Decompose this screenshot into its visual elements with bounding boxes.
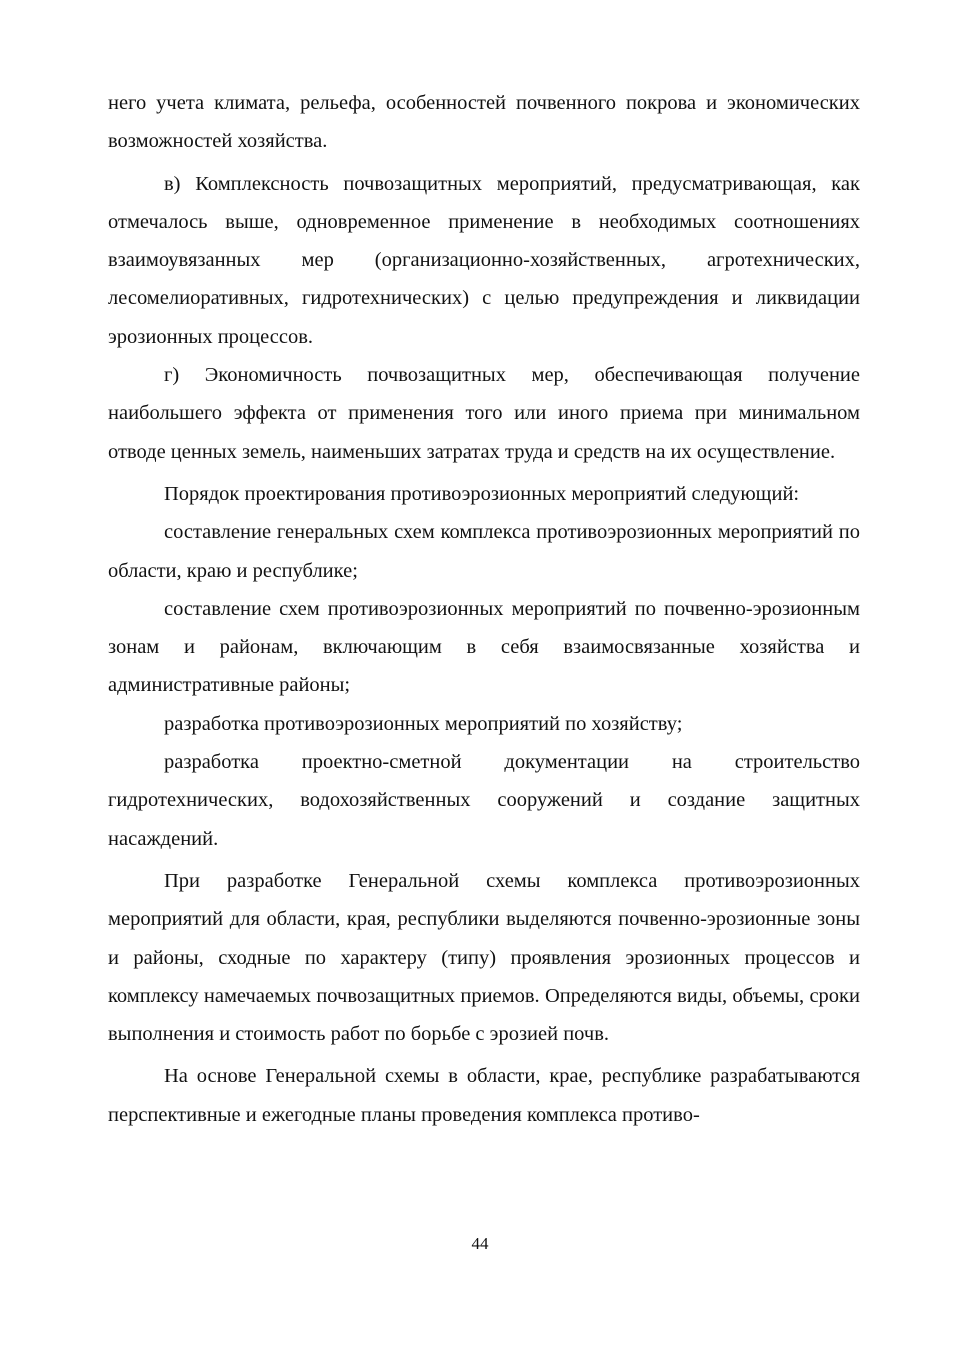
- page-number: 44: [471, 1234, 489, 1253]
- paragraph-procedure-intro: Порядок проектирования противоэрозионных мероприятий следующий:: [164, 482, 800, 505]
- paragraph-continuation: него учета климата, рельефа, особенностей почвенного покрова и экономических возможностей хозяйства.: [108, 92, 860, 153]
- paragraph-plans: На основе Генеральной схемы в области, крае, республике разрабатываются перспективные и ежегодные планы проведения комплекса противо-: [108, 1065, 860, 1126]
- list-item-zone-schemes: составление схем противоэрозионных мероприятий по почвенно-эрозионным зонам и районам, включающим в себя взаимосвязанные хозяйства и административные районы;: [108, 597, 860, 697]
- paragraph-item-v: в) Комплексность почвозащитных мероприятий, предусматривающая, как отмечалось выше, одновременное применение в необходимых соотношениях взаимоувязанных мер (организационно-хозяйственных, агротехнических, лесомелиоративных, гидротехнических) с целью предупреждения и ликвидации эрозионных процессов.: [108, 172, 860, 348]
- list-item-general-schemes: составление генеральных схем комплекса противоэрозионных мероприятий по области, краю и республике;: [108, 521, 860, 582]
- list-item-farm-measures: разработка противоэрозионных мероприятий по хозяйству;: [164, 712, 683, 735]
- paragraph-general-scheme: При разработке Генеральной схемы комплекса противоэрозионных мероприятий для области, края, республики выделяются почвенно-эрозионные зоны и районы, сходные по характеру (типу) проявления эрозионных процессов и комплексу намечаемых почвозащитных приемов. Определяются виды, объемы, сроки выполнения и стоимость работ по борьбе с эрозией почв.: [108, 869, 860, 1046]
- list-item-design-documentation: разработка проектно-сметной документации на строительство гидротехнических, водохозяйственных сооружений и создание защитных насаждений.: [108, 751, 860, 850]
- paragraph-item-g: г) Экономичность почвозащитных мер, обеспечивающая получение наибольшего эффекта от применения того или иного приема при минимальном отводе ценных земель, наименьших затратах труда и средств на их осуществление.: [108, 364, 860, 463]
- body-text: [108, 84, 860, 1134]
